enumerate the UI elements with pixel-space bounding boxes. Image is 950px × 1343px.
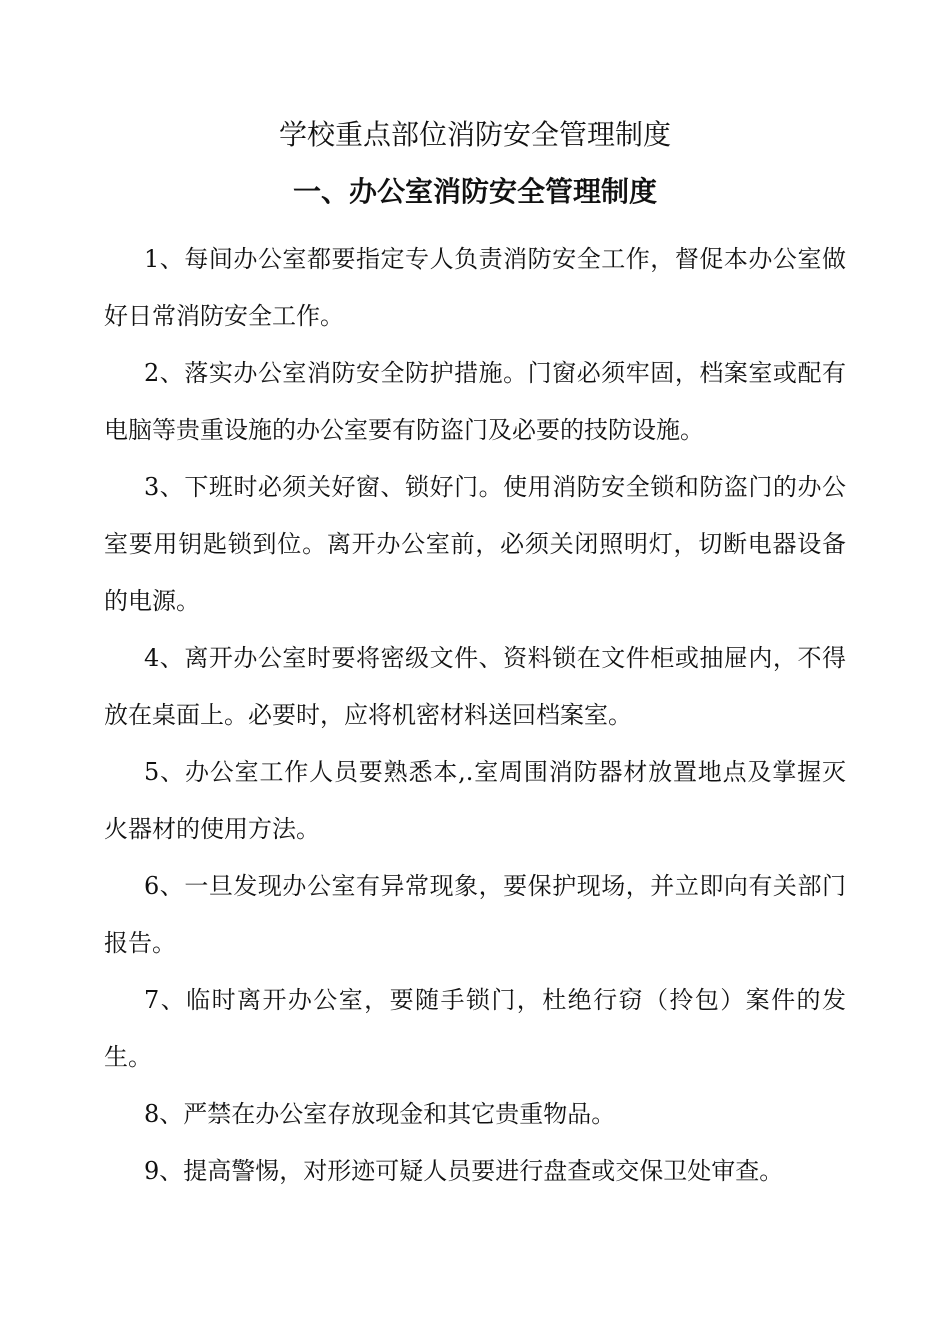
paragraph: 7、临时离开办公室，要随手锁门，杜绝行窃（拎包）案件的发生。 [104,986,846,1071]
paragraph: 9、提高警惕，对形迹可疑人员要进行盘查或交保卫处审查。 [144,1157,784,1185]
paragraph: 2、落实办公室消防安全防护措施。门窗必须牢固，档案室或配有电脑等贵重设施的办公室要有防盗门及必要的技防设施。 [104,359,846,444]
paragraph: 1、每间办公室都要指定专人负责消防安全工作，督促本办公室做好日常消防安全工作。 [104,245,846,330]
paragraph: 4、离开办公室时要将密级文件、资料锁在文件柜或抽屉内，不得放在桌面上。必要时，应将机密材料送回档案室。 [104,644,846,729]
document-body [104,231,846,1200]
paragraph: 5、办公室工作人员要熟悉本,.室周围消防器材放置地点及掌握灭火器材的使用方法。 [104,758,846,843]
paragraph: 8、严禁在办公室存放现金和其它贵重物品。 [144,1100,616,1128]
paragraph: 3、下班时必须关好窗、锁好门。使用消防安全锁和防盗门的办公室要用钥匙锁到位。离开办公室前，必须关闭照明灯，切断电器设备的电源。 [104,473,846,615]
section-title: 一、办公室消防安全管理制度 [292,175,657,208]
paragraph: 6、一旦发现办公室有异常现象，要保护现场，并立即向有关部门报告。 [104,872,846,957]
document-title: 学校重点部位消防安全管理制度 [278,118,671,151]
